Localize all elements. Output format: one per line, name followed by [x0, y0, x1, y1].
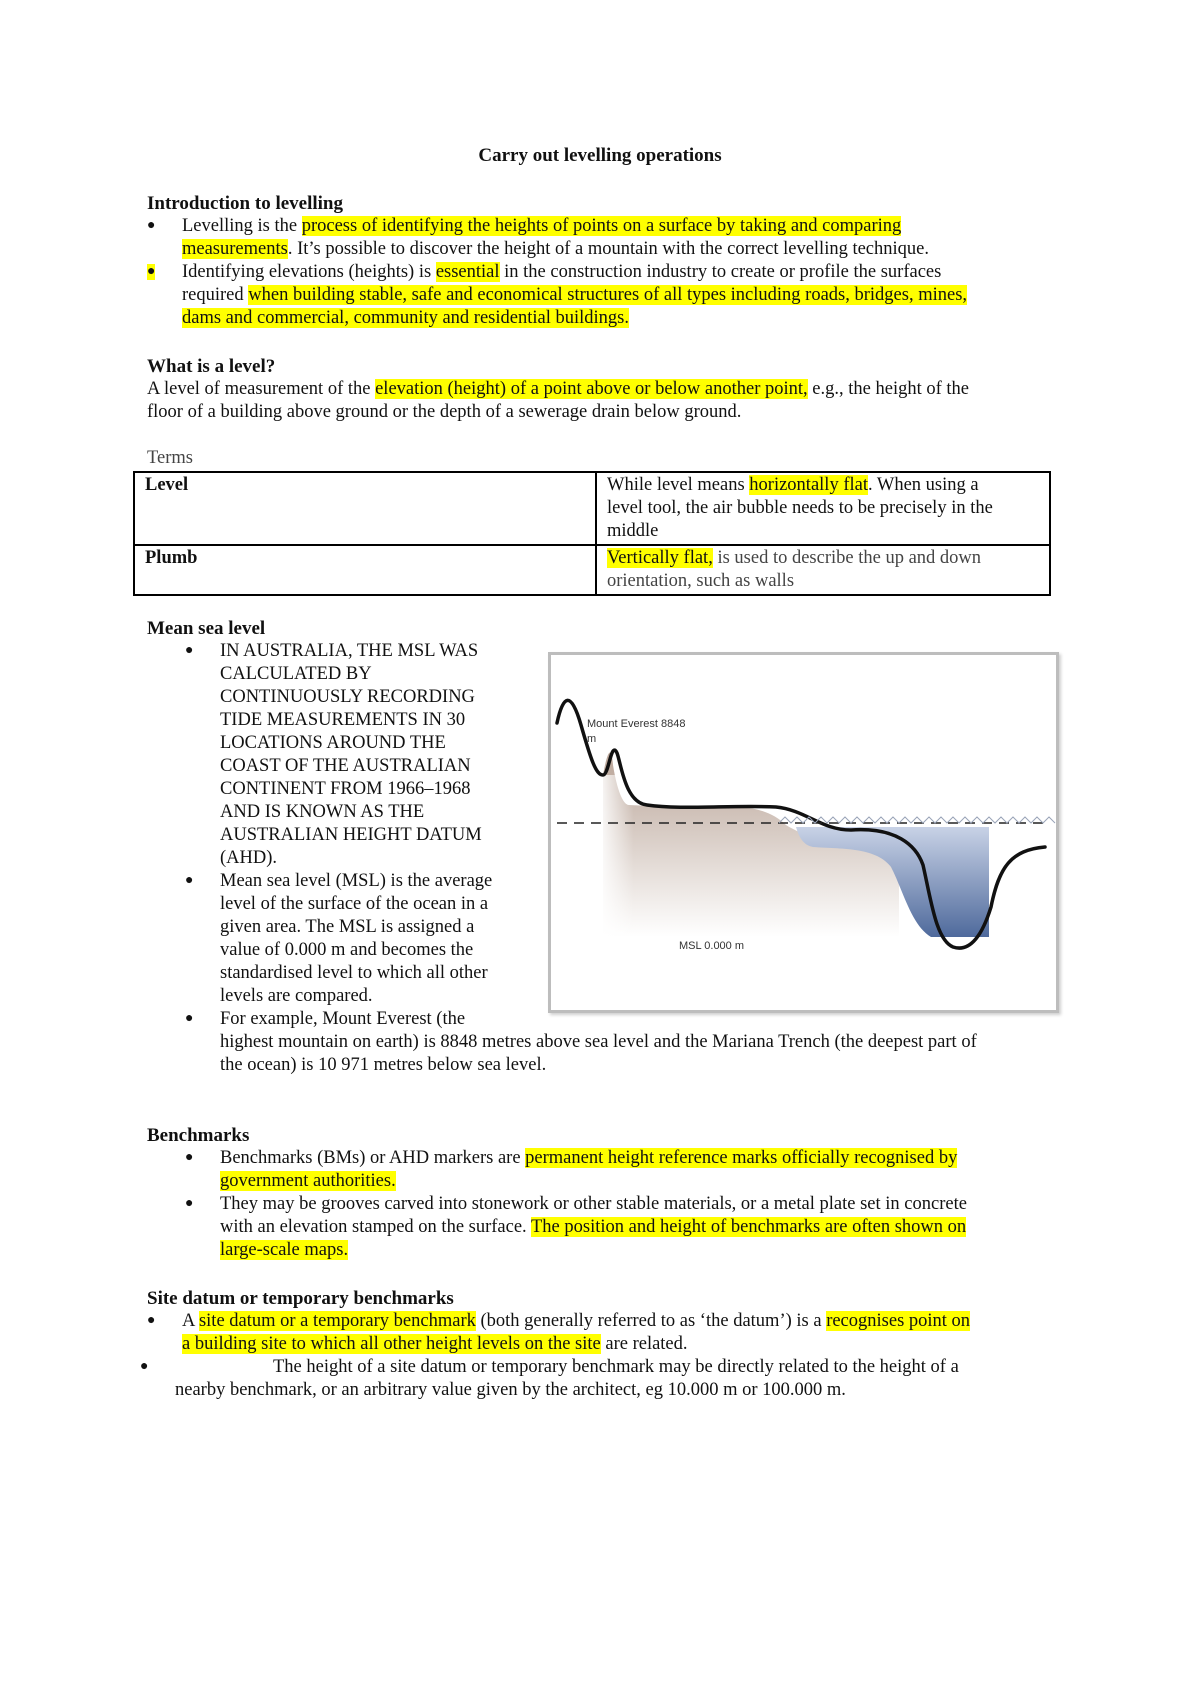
intro-bullet-2-line-3: dams and commercial, community and residential buildings. [182, 308, 629, 328]
text-line: Mean sea level (MSL) is the average [220, 871, 493, 891]
definition-cell: Vertically flat, is used to describe the up and down orientation, such as walls [596, 545, 1050, 595]
table-row [134, 545, 1050, 595]
text-line: CONTINENT FROM 1966–1968 [220, 779, 471, 799]
intro-bullet-1-line-2: measurements. It’s possible to discover the height of a mountain with the correct levelling technique. [182, 239, 929, 259]
msl-diagram-svg [551, 655, 1056, 1010]
intro-bullet-2-line-2: required when building stable, safe and economical structures of all types including roads, bridges, mines, [182, 285, 968, 305]
benchmarks-bullet-2-line-1: They may be grooves carved into stonework or other stable materials, or a metal plate set in concrete [220, 1194, 967, 1214]
bullet-icon [185, 1196, 193, 1212]
datum-bullet-2-line-1: The height of a site datum or temporary benchmark may be directly related to the height of a [273, 1357, 959, 1377]
table-row [134, 472, 1050, 545]
benchmarks-bullet-1-line-2: government authorities. [220, 1171, 396, 1191]
msl-bullet-3 [220, 1008, 977, 1077]
intro-bullet-2-line-1: Identifying elevations (heights) is essential in the construction industry to create or profile the surfaces [182, 262, 942, 282]
datum-bullet-2-line-2: nearby benchmark, or an arbitrary value given by the architect, eg 10.000 m or 100.000 m. [175, 1380, 846, 1400]
everest-label-line-2: m [587, 733, 597, 745]
text-line: COAST OF THE AUSTRALIAN [220, 756, 471, 776]
level-definition-line-2: floor of a building above ground or the depth of a sewerage drain below ground. [147, 402, 742, 422]
msl-bullet-1 [220, 640, 482, 870]
datum-bullet-1-line-1: A site datum or a temporary benchmark (both generally referred to as ‘the datum’) is a recognises point on [182, 1311, 971, 1331]
bullet-icon [185, 1150, 193, 1166]
term-cell: Plumb [134, 545, 596, 595]
text-line: the ocean) is 10 971 metres below sea level. [220, 1055, 547, 1075]
bullet-icon [185, 873, 193, 889]
level-heading: What is a level? [147, 356, 276, 377]
text-line: AUSTRALIAN HEIGHT DATUM [220, 825, 482, 845]
text-line: TIDE MEASUREMENTS IN 30 [220, 710, 466, 730]
terms-heading: Terms [147, 448, 193, 468]
text-line: For example, Mount Everest (the [220, 1009, 466, 1029]
terms-table [133, 471, 1051, 596]
benchmarks-bullet-1-line-1: Benchmarks (BMs) or AHD markers are permanent height reference marks officially recognised by [220, 1148, 958, 1168]
text-line: (AHD). [220, 848, 278, 868]
bullet-icon [147, 218, 155, 234]
everest-label-line-1: Mount Everest 8848 [587, 718, 686, 730]
bullet-icon [147, 1313, 155, 1329]
text-line: standardised level to which all other [220, 963, 488, 983]
text-line: IN AUSTRALIA, THE MSL WAS [220, 641, 479, 661]
datum-bullet-1-line-2: a building site to which all other height levels on the site are related. [182, 1334, 688, 1354]
text-line: CONTINUOUSLY RECORDING [220, 687, 475, 707]
text-line: given area. The MSL is assigned a [220, 917, 475, 937]
level-definition-line-1: A level of measurement of the elevation (height) of a point above or below another point, e.g., the height of the [147, 379, 969, 399]
definition-cell: While level means horizontally flat. When using a level tool, the air bubble needs to be precisely in the middle [596, 472, 1050, 545]
msl-heading: Mean sea level [147, 618, 266, 639]
msl-label: MSL 0.000 m [679, 940, 745, 952]
text-line: level of the surface of the ocean in a [220, 894, 489, 914]
document-title: Carry out levelling operations [478, 145, 722, 166]
intro-heading: Introduction to levelling [147, 193, 343, 214]
bullet-icon [140, 1359, 148, 1375]
msl-diagram [548, 652, 1059, 1013]
text-line: LOCATIONS AROUND THE [220, 733, 446, 753]
text-line: CALCULATED BY [220, 664, 372, 684]
term-cell: Level [134, 472, 596, 545]
text-line: levels are compared. [220, 986, 373, 1006]
bullet-icon [185, 643, 193, 659]
benchmarks-bullet-2-line-2: with an elevation stamped on the surface. The position and height of benchmarks are often shown on [220, 1217, 967, 1237]
bullet-icon [147, 264, 155, 280]
text-line: value of 0.000 m and becomes the [220, 940, 474, 960]
benchmarks-bullet-2-line-3: large-scale maps. [220, 1240, 349, 1260]
text-line: highest mountain on earth) is 8848 metres above sea level and the Mariana Trench (the deepest part of [220, 1032, 977, 1052]
datum-heading: Site datum or temporary benchmarks [147, 1288, 454, 1309]
msl-bullet-2 [220, 870, 492, 1008]
bullet-icon [185, 1011, 193, 1027]
text-line: AND IS KNOWN AS THE [220, 802, 425, 822]
benchmarks-heading: Benchmarks [147, 1125, 250, 1146]
intro-bullet-1-line-1: Levelling is the process of identifying the heights of points on a surface by taking and comparing [182, 216, 902, 236]
